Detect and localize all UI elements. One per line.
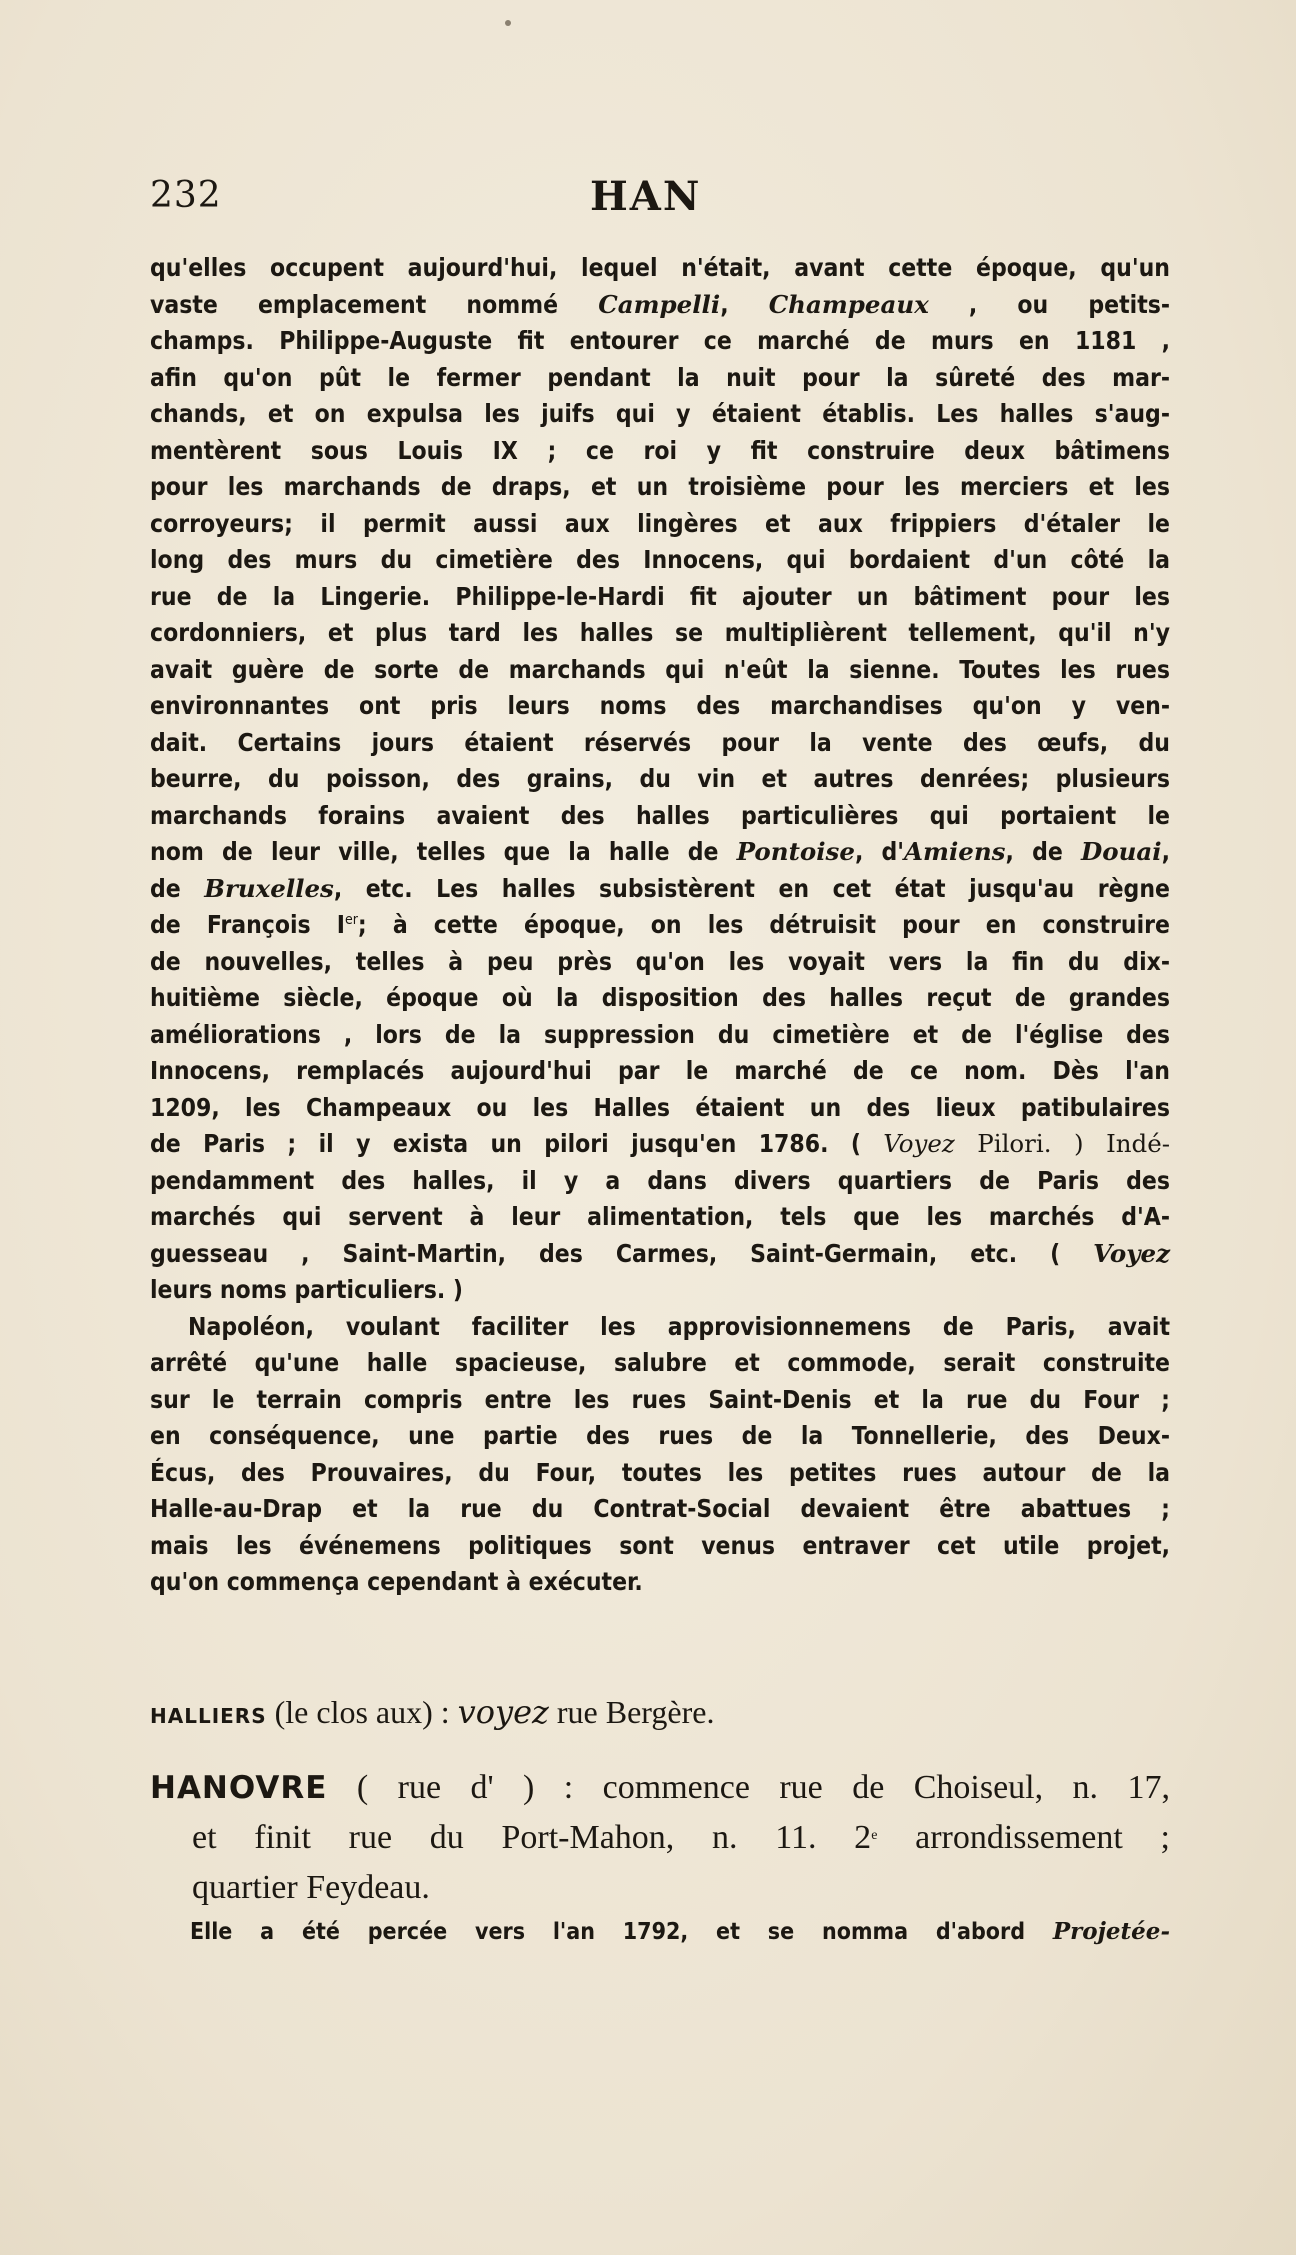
running-head	[150, 175, 1170, 235]
text-line: dait. Certains jours étaient réservés pour la vente des œufs, du	[150, 727, 1170, 757]
text-line: vaste emplacement nommé Campelli, Champeaux , ou petits-	[150, 289, 1171, 319]
text-line: avait guère de sorte de marchands qui n'eût la sienne. Toutes les rues	[150, 654, 1170, 684]
text-line: long des murs du cimetière des Innocens, qui bordaient d'un côté la	[150, 545, 1170, 574]
entry-headword: HALLIERS	[150, 1704, 267, 1728]
text-line: rue de la Lingerie. Philippe-le-Hardi fit ajouter un bâtiment pour les	[150, 581, 1170, 611]
text-line: huitième siècle, époque où la disposition des halles reçut de grandes	[150, 983, 1170, 1012]
text-line: beurre, du poisson, des grains, du vin et autres denrées; plusieurs	[150, 764, 1170, 793]
text-line: de François Ier; à cette époque, on les détruisit pour en construire	[150, 910, 1171, 939]
text-line: chands, et on expulsa les juifs qui y étaient établis. Les halles s'aug-	[150, 399, 1170, 428]
text-line: cordonniers, et plus tard les halles se multiplièrent tellement, qu'il n'y	[150, 618, 1170, 647]
text-line: mentèrent sous Louis IX ; ce roi y fit construire deux bâtimens	[150, 435, 1170, 465]
text-line: de Bruxelles, etc. Les halles subsistèrent en cet état jusqu'au règne	[150, 873, 1170, 903]
entry-line: quartier Feydeau.	[192, 1869, 430, 1906]
main-text-block	[150, 250, 1170, 1601]
text-line: Écus, des Prouvaires, du Four, toutes les petites rues autour de la	[150, 1457, 1170, 1487]
running-head-word: HAN	[590, 173, 702, 220]
text-line: 1209, les Champeaux ou les Halles étaient un des lieux patibulaires	[150, 1092, 1170, 1122]
text-line: leurs noms particuliers. )	[150, 1275, 463, 1304]
text-line: environnantes ont pris leurs noms des marchandises qu'on y ven-	[150, 691, 1170, 720]
entry-line: HANOVRE ( rue d' ) : commence rue de Choiseul, n. 17,	[150, 1769, 1170, 1806]
entry-line: et finit rue du Port-Mahon, n. 11. 2e arrondissement ;	[192, 1819, 1171, 1856]
text-line: en conséquence, une partie des rues de la Tonnellerie, des Deux-	[150, 1421, 1170, 1450]
text-line: sur le terrain compris entre les rues Saint-Denis et la rue du Four ;	[150, 1384, 1170, 1414]
page-number: 232	[150, 175, 222, 216]
text-line: de nouvelles, telles à peu près qu'on les voyait vers la fin du dix-	[150, 946, 1170, 976]
text-line: arrêté qu'une halle spacieuse, salubre et commode, serait construite	[150, 1348, 1170, 1377]
text-line: champs. Philippe-Auguste fit entourer ce marché de murs en 1181 ,	[150, 326, 1170, 355]
text-line: améliorations , lors de la suppression du cimetière et de l'église des	[150, 1019, 1170, 1049]
text-line: mais les événemens politiques sont venus entraver cet utile projet,	[150, 1530, 1170, 1560]
text-line: de Paris ; il y exista un pilori jusqu'en 1786. ( Voyez Pilori. ) Indé-	[150, 1129, 1170, 1158]
page-speck	[505, 20, 511, 26]
text-line: corroyeurs; il permit aussi aux lingères et aux frippiers d'étaler le	[150, 508, 1170, 538]
text-line: Innocens, remplacés aujourd'hui par le marché de ce nom. Dès l'an	[150, 1056, 1170, 1085]
text-line: pendamment des halles, il y a dans divers quartiers de Paris des	[150, 1165, 1170, 1195]
text-line: nom de leur ville, telles que la halle de Pontoise, d'Amiens, de Douai,	[150, 837, 1170, 866]
entry-halliers: HALLIERS (le clos aux) : voyez rue Bergère.	[150, 1693, 715, 1731]
text-line: marchés qui servent à leur alimentation, tels que les marchés d'A-	[150, 1202, 1170, 1231]
text-line: Napoléon, voulant faciliter les approvisionnemens de Paris, avait	[188, 1311, 1170, 1341]
text-line: qu'on commença cependant à exécuter.	[150, 1567, 643, 1596]
text-line: pour les marchands de draps, et un troisième pour les merciers et les	[150, 472, 1170, 501]
text-line: Halle-au-Drap et la rue du Contrat-Social devaient être abattues ;	[150, 1494, 1170, 1523]
text-line: guesseau , Saint-Martin, des Carmes, Saint-Germain, etc. ( Voyez	[150, 1238, 1170, 1268]
text-line: marchands forains avaient des halles particulières qui portaient le	[150, 800, 1170, 830]
entry-headword: HANOVRE	[150, 1770, 328, 1806]
entry-line: Elle a été percée vers l'an 1792, et se nomma d'abord Projetée-	[190, 1918, 1170, 1945]
entry-hanovre	[150, 1763, 1170, 1913]
text-line: afin qu'on pût le fermer pendant la nuit pour la sûreté des mar-	[150, 362, 1170, 392]
text-line: qu'elles occupent aujourd'hui, lequel n'était, avant cette époque, qu'un	[150, 253, 1170, 282]
